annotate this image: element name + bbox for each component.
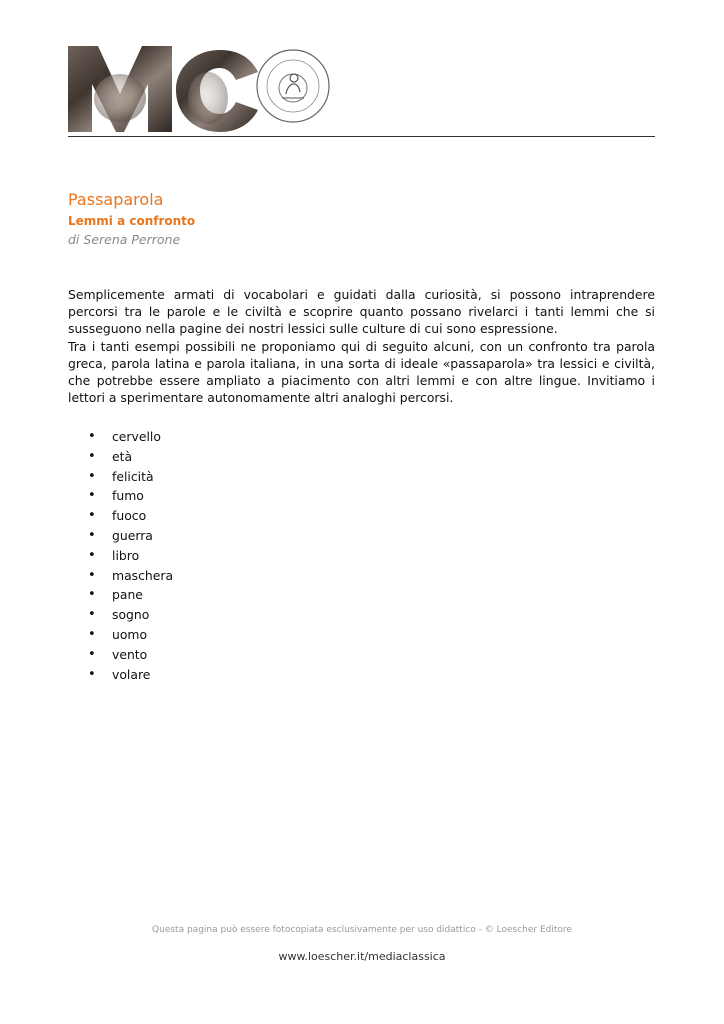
lemma-label: età (112, 448, 133, 464)
bullet-icon: • (88, 468, 96, 484)
bullet-icon: • (88, 587, 96, 603)
title-block (68, 190, 195, 248)
lemmi-list (88, 427, 173, 684)
list-item (88, 526, 173, 546)
footer-note: Questa pagina può essere fotocopiata esclusivamente per uso didattico - © Loescher Editore (152, 925, 572, 935)
list-item (88, 585, 173, 605)
lemma-label: fuoco (112, 508, 147, 524)
mc-logo (68, 42, 338, 138)
bullet-icon: • (88, 508, 96, 524)
lemma-label: pane (112, 587, 143, 603)
bullet-icon: • (88, 488, 96, 504)
bullet-icon: • (88, 429, 96, 444)
loescher-seal-icon (257, 50, 329, 122)
bullet-icon: • (88, 666, 96, 682)
paragraph: Semplicemente armati di vocabolari e guidati dalla curiosità, si possono intraprendere percorsi tra le parole e le civiltà e scoprire quanto possano rivelarci i tanti lemmi che si susseguono nella pagine dei nostri lessici sulle culture di cui sono espressione. (68, 287, 655, 337)
list-item (88, 506, 173, 526)
lemma-label: guerra (112, 527, 153, 543)
list-item (88, 566, 173, 586)
lemma-label: volare (112, 666, 151, 682)
lemma-label: vento (112, 646, 148, 662)
list-item (88, 625, 173, 645)
list-item (88, 427, 173, 447)
list-item (88, 467, 173, 487)
lemma-label: cervello (112, 429, 161, 444)
lemma-label: sogno (112, 607, 150, 623)
bullet-icon: • (88, 607, 96, 623)
list-item (88, 447, 173, 467)
lemma-label: uomo (112, 626, 148, 642)
list-item (88, 605, 173, 625)
article-title: Passaparola (68, 190, 164, 209)
bullet-icon: • (88, 527, 96, 543)
footer-url-link[interactable]: www.loescher.it/mediaclassica (278, 950, 446, 963)
bullet-icon: • (88, 567, 96, 583)
paragraph: Tra i tanti esempi possibili ne proponiamo qui di seguito alcuni, con un confronto tra parola greca, parola latina e parola italiana, in una sorta di ideale «passaparola» tra lessici e civiltà, che potrebbe essere ampliato a piacimento con altri lemmi e con altre lingue. Invitiamo i lettori a sperimentare autonomamente altri analoghi percorsi. (68, 338, 655, 406)
list-item (88, 665, 173, 685)
bullet-icon: • (88, 547, 96, 563)
list-item (88, 645, 173, 665)
article-author: di Serena Perrone (68, 232, 181, 247)
article-body (68, 286, 655, 406)
bullet-icon: • (88, 626, 96, 642)
list-item (88, 546, 173, 566)
header-rule (68, 136, 655, 137)
lemma-label: libro (112, 547, 140, 563)
header-logo (68, 42, 655, 138)
bullet-icon: • (88, 448, 96, 464)
bullet-icon: • (88, 646, 96, 662)
lemma-label: maschera (112, 567, 174, 583)
lemma-label: felicità (112, 468, 154, 484)
article-subtitle: Lemmi a confronto (68, 214, 196, 228)
list-item (88, 486, 173, 506)
lemma-label: fumo (112, 488, 144, 504)
